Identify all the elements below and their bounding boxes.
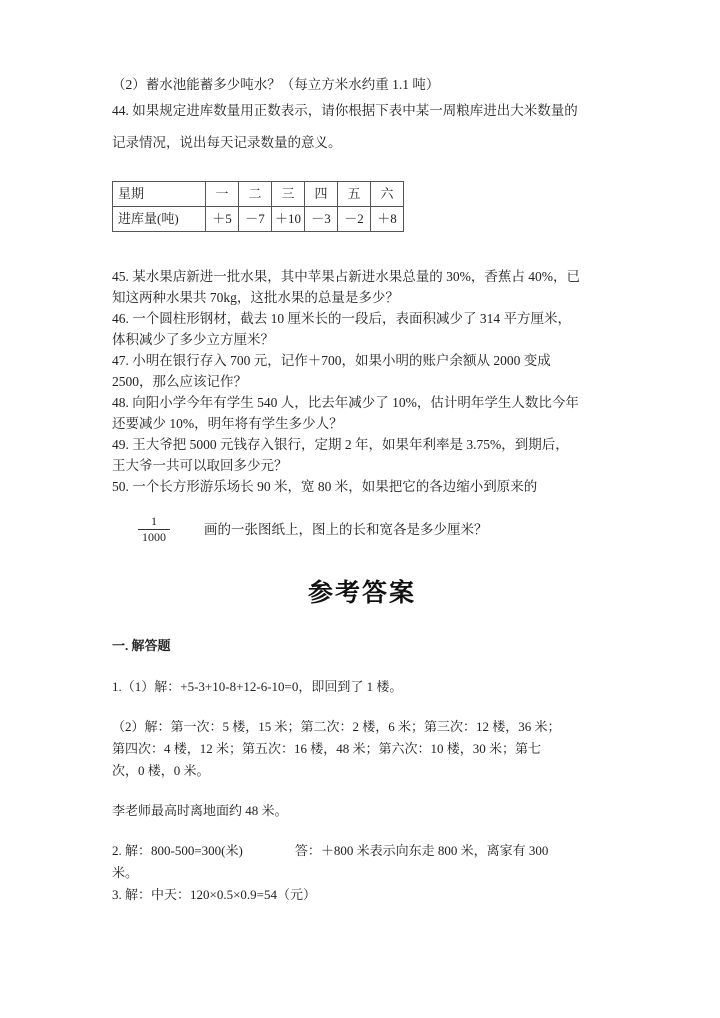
answer-2-calculation: 2. 解：800-500=300(米): [112, 843, 243, 859]
question-48-line1: 48. 向阳小学今年有学生 540 人，比去年减少了 10%，估计明年学生人数比今年: [112, 395, 579, 410]
question-50-line2: 画的一张图纸上，图上的长和宽各是多少厘米？: [204, 521, 488, 537]
answers-title: 参考答案: [307, 580, 416, 608]
answer-2-answer-text: 答：＋800 米表示向东走 800 米，离家有 300: [294, 843, 549, 859]
table-row-quantity: [113, 207, 404, 232]
question-50-fraction-line: [112, 515, 612, 543]
question-48-line2: 还要减少 10%，明年将有学生多少人？: [112, 416, 343, 431]
table-row-weekday: [113, 182, 404, 207]
fraction-one-thousandth: [138, 515, 170, 543]
answer-1-part2-line3: 次，0 楼，0 米。: [112, 763, 210, 779]
question-46-line1: 46. 一个圆柱形钢材，截去 10 厘米长的一段后，表面积减少了 314 平方厘米，: [112, 311, 571, 326]
question-50-line1: 50. 一个长方形游乐场长 90 米，宽 80 米，如果把它的各边缩小到原来的: [112, 479, 538, 494]
grain-record-table: [112, 181, 404, 232]
value-cell-5: －2: [338, 207, 371, 232]
day-cell-4: 四: [305, 182, 338, 207]
answer-2-line1: [112, 840, 612, 862]
answer-1-conclusion: 李老师最高时离地面约 48 米。: [112, 803, 288, 819]
answer-1-part2-line1: （2）解：第一次：5 楼，15 米；第二次：2 楼，6 米；第三次：12 楼，36 米；: [112, 719, 561, 735]
day-cell-2: 二: [239, 182, 272, 207]
day-cell-3: 三: [272, 182, 305, 207]
value-cell-2: －7: [239, 207, 272, 232]
value-cell-1: ＋5: [206, 207, 239, 232]
question-45-line2: 知这两种水果共 70kg，这批水果的总量是多少？: [112, 290, 399, 305]
value-cell-4: －3: [305, 207, 338, 232]
fraction-numerator: 1: [151, 514, 157, 528]
question-43-part2: （2）蓄水池能蓄多少吨水？（每立方米水约重 1.1 吨）: [112, 77, 440, 92]
spacer-answer-1: [112, 698, 612, 716]
day-cell-6: 六: [371, 182, 404, 207]
answer-1-part1: 1.（1）解：+5-3+10-8+12-6-10=0，即回到了 1 楼。: [112, 679, 403, 695]
value-cell-6: ＋8: [371, 207, 404, 232]
answers-section-heading: 一. 解答题: [112, 638, 171, 654]
day-cell-5: 五: [338, 182, 371, 207]
question-45-line1: 45. 某水果店新进一批水果，其中苹果占新进水果总量的 30%，香蕉占 40%，已: [112, 269, 580, 284]
page-content: [112, 74, 612, 906]
row-label-weekday: 星期: [113, 182, 206, 207]
answer-1-part2-line2: 第四次：4 楼，12 米；第五次：16 楼，48 米；第六次：10 楼，30 米；第七: [112, 741, 542, 757]
row-label-quantity: 进库量(吨): [113, 207, 206, 232]
question-44-line1: 44. 如果规定进库数量用正数表示，请你根据下表中某一周粮库进出大米数量的: [112, 103, 578, 118]
spacer-answer-2: [112, 822, 612, 840]
question-44-line2: 记录情况，说出每天记录数量的意义。: [112, 135, 342, 150]
grain-table-wrapper: [112, 181, 612, 232]
question-49-line1: 49. 王大爷把 5000 元钱存入银行，定期 2 年，如果年利率是 3.75%，到期后，: [112, 437, 569, 452]
answer-3: 3. 解：中天：120×0.5×0.9=54（元）: [112, 887, 316, 903]
question-46-line2: 体积减少了多少立方厘米？: [112, 332, 274, 347]
answer-2-line2: 米。: [112, 865, 139, 881]
fraction-denominator: 1000: [142, 529, 166, 544]
spacer-after-table: [112, 242, 612, 266]
question-47-line1: 47. 小明在银行存入 700 元，记作＋700，如果小明的账户余额从 2000 变成: [112, 353, 551, 368]
question-49-line2: 王大爷一共可以取回多少元？: [112, 458, 288, 473]
day-cell-1: 一: [206, 182, 239, 207]
spacer-answer-1-conclusion: [112, 782, 612, 800]
question-47-line2: 2500，那么应该记作？: [112, 374, 247, 389]
value-cell-3: ＋10: [272, 207, 305, 232]
